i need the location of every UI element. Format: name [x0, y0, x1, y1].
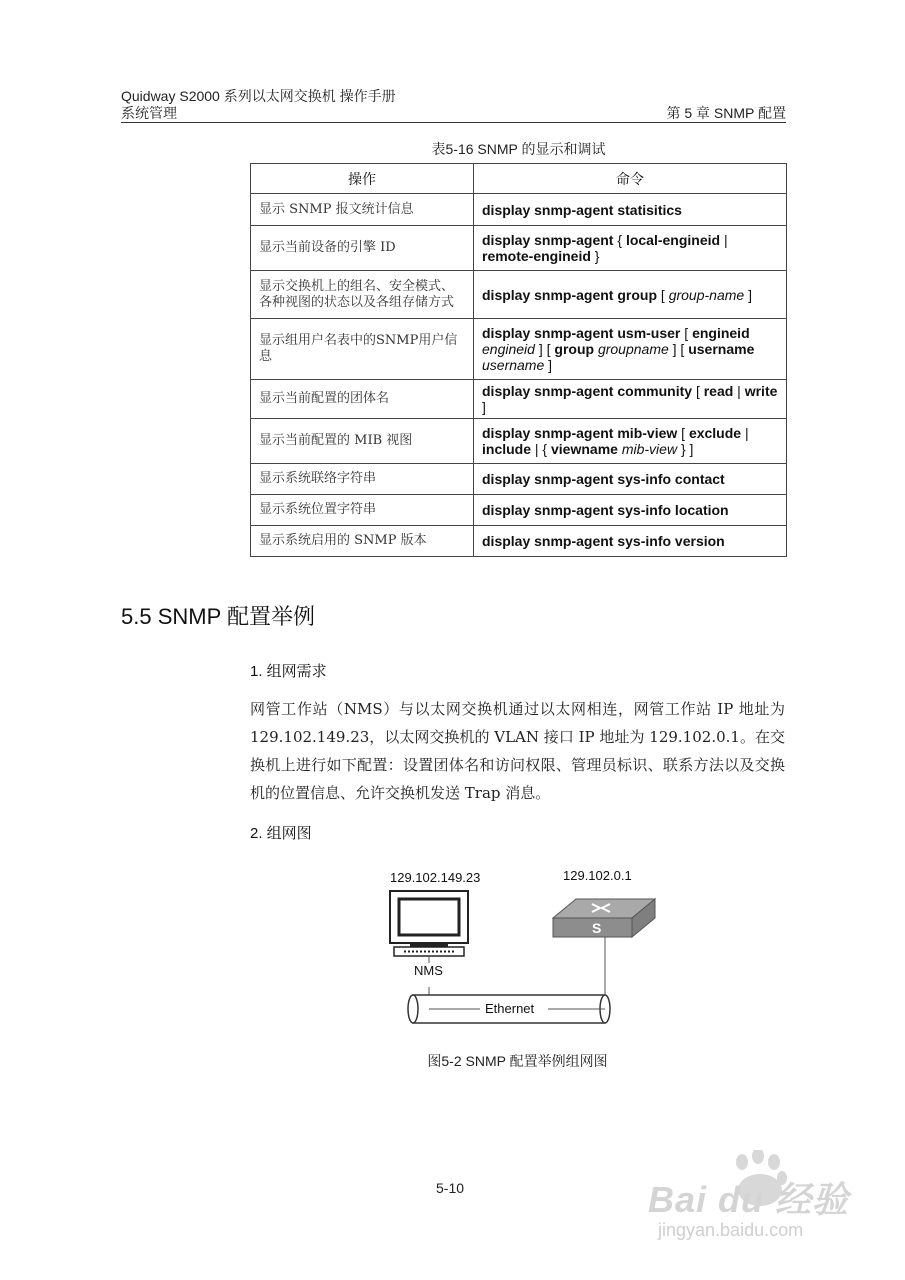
command-parameter: mib-view [621, 441, 678, 457]
command-syntax: ] [544, 357, 553, 373]
command-syntax: ] [744, 286, 752, 303]
table-row [251, 495, 787, 526]
operation-cell: 显示系统联络字符串 [251, 464, 474, 495]
operation-cell: 显示交换机上的组名、安全模式、各种视图的状态以及各组存储方式 [251, 271, 474, 319]
command-keyword: engineid [692, 325, 750, 341]
command-syntax: ] [ [534, 341, 555, 357]
command-syntax: | [741, 425, 749, 441]
page-number: 5-10 [436, 1180, 465, 1196]
command-keyword: display snmp-agent sys-info version [482, 533, 725, 549]
command-cell [474, 419, 787, 464]
operation-cell: 显示系统启用的 SNMP 版本 [251, 526, 474, 557]
header-section: 系统管理 [121, 105, 177, 121]
ethernet-label: Ethernet [485, 1001, 535, 1016]
figure-caption: 图5-2 SNMP 配置举例组网图 [427, 1053, 608, 1069]
command-cell [474, 194, 787, 226]
command-syntax: } ] [677, 441, 694, 457]
command-parameter: engineid [482, 341, 535, 357]
command-keyword: viewname [551, 441, 618, 457]
section-title: 5.5 SNMP 配置举例 [121, 604, 315, 629]
table-row [251, 271, 787, 319]
table-row [251, 319, 787, 380]
command-syntax: | [720, 232, 728, 248]
nms-label: NMS [414, 963, 443, 978]
header-chapter: 第 5 章 SNMP 配置 [666, 105, 786, 121]
table-header-row [251, 164, 787, 194]
operation-cell: 显示当前设备的引擎 ID [251, 226, 474, 271]
command-syntax: [ [695, 383, 704, 399]
command-keyword: display snmp-agent sys-info location [482, 502, 729, 518]
nms-ip-label: 129.102.149.23 [390, 870, 481, 885]
command-keyword: display snmp-agent sys-info contact [482, 471, 725, 487]
subsection-diagram: 2. 组网图 [250, 825, 312, 842]
command-keyword: local-engineid [625, 232, 721, 248]
switch-icon [553, 899, 655, 937]
header-product: Quidway S2000 系列以太网交换机 操作手册 [121, 88, 396, 104]
command-parameter: groupname [597, 341, 669, 357]
table-row [251, 526, 787, 557]
command-parameter: username [482, 357, 545, 373]
command-syntax: } [590, 248, 600, 264]
command-parameter: group-name [668, 286, 745, 303]
column-header-command: 命令 [474, 164, 787, 194]
requirement-paragraph: 网管工作站（NMS）与以太网交换机通过以太网相连，网管工作站 IP 地址为 129.102.149.23，以太网交换机的 VLAN 接口 IP 地址为 129.102.0.1。在交换机上进行如下配置：设置团体名和访问权限、管理员标识、联系方法以及交换机的位置信息、允许交换机发送 Trap 消息。 [250, 700, 785, 802]
command-keyword: exclude [688, 425, 742, 441]
command-table [250, 163, 787, 557]
command-keyword: display snmp-agent mib-view [482, 425, 682, 441]
command-keyword: include [482, 441, 532, 457]
command-syntax: { [617, 232, 626, 248]
table-row [251, 464, 787, 495]
command-keyword: write [744, 383, 778, 399]
table-row [251, 419, 787, 464]
command-keyword: username [688, 341, 755, 357]
command-keyword: display snmp-agent community [482, 383, 696, 399]
command-syntax: [ [684, 325, 693, 341]
command-cell [474, 319, 787, 380]
command-cell [474, 495, 787, 526]
command-syntax: [ [681, 425, 689, 441]
header-rule [121, 122, 786, 123]
watermark-url: jingyan.baidu.com [658, 1220, 804, 1240]
operation-cell: 显示当前配置的 MIB 视图 [251, 419, 474, 464]
command-keyword: display snmp-agent group [482, 286, 661, 303]
operation-cell: 显示组用户名表中的SNMP用户信息 [251, 319, 474, 380]
table-row [251, 194, 787, 226]
command-syntax: | [733, 383, 745, 399]
command-syntax: | { [531, 441, 551, 457]
command-keyword: read [703, 383, 734, 399]
command-cell [474, 271, 787, 319]
table-row [251, 226, 787, 271]
command-keyword: display snmp-agent statisitics [482, 201, 682, 218]
command-cell [474, 464, 787, 495]
command-keyword: display snmp-agent usm-user [482, 325, 685, 341]
operation-cell: 显示 SNMP 报文统计信息 [251, 194, 474, 226]
command-cell [474, 226, 787, 271]
command-keyword: display snmp-agent [482, 232, 618, 248]
table-row [251, 380, 787, 419]
command-syntax: ] [ [668, 341, 689, 357]
column-header-operation: 操作 [251, 164, 474, 194]
watermark-brand: Bai du 经验 [648, 1179, 850, 1220]
subsection-requirement: 1. 组网需求 [250, 663, 327, 680]
operation-cell: 显示当前配置的团体名 [251, 380, 474, 419]
computer-icon [390, 891, 468, 956]
command-keyword: remote-engineid [482, 248, 591, 264]
table-caption: 表5-16 SNMP 的显示和调试 [431, 141, 606, 157]
command-cell [474, 526, 787, 557]
switch-ip-label: 129.102.0.1 [563, 868, 632, 883]
operation-cell: 显示系统位置字符串 [251, 495, 474, 526]
switch-glyph: S [592, 920, 602, 936]
watermark [640, 1150, 860, 1250]
command-cell [474, 380, 787, 419]
command-syntax: ] [482, 399, 486, 415]
command-syntax: [ [660, 286, 669, 303]
command-keyword: group [554, 341, 595, 357]
